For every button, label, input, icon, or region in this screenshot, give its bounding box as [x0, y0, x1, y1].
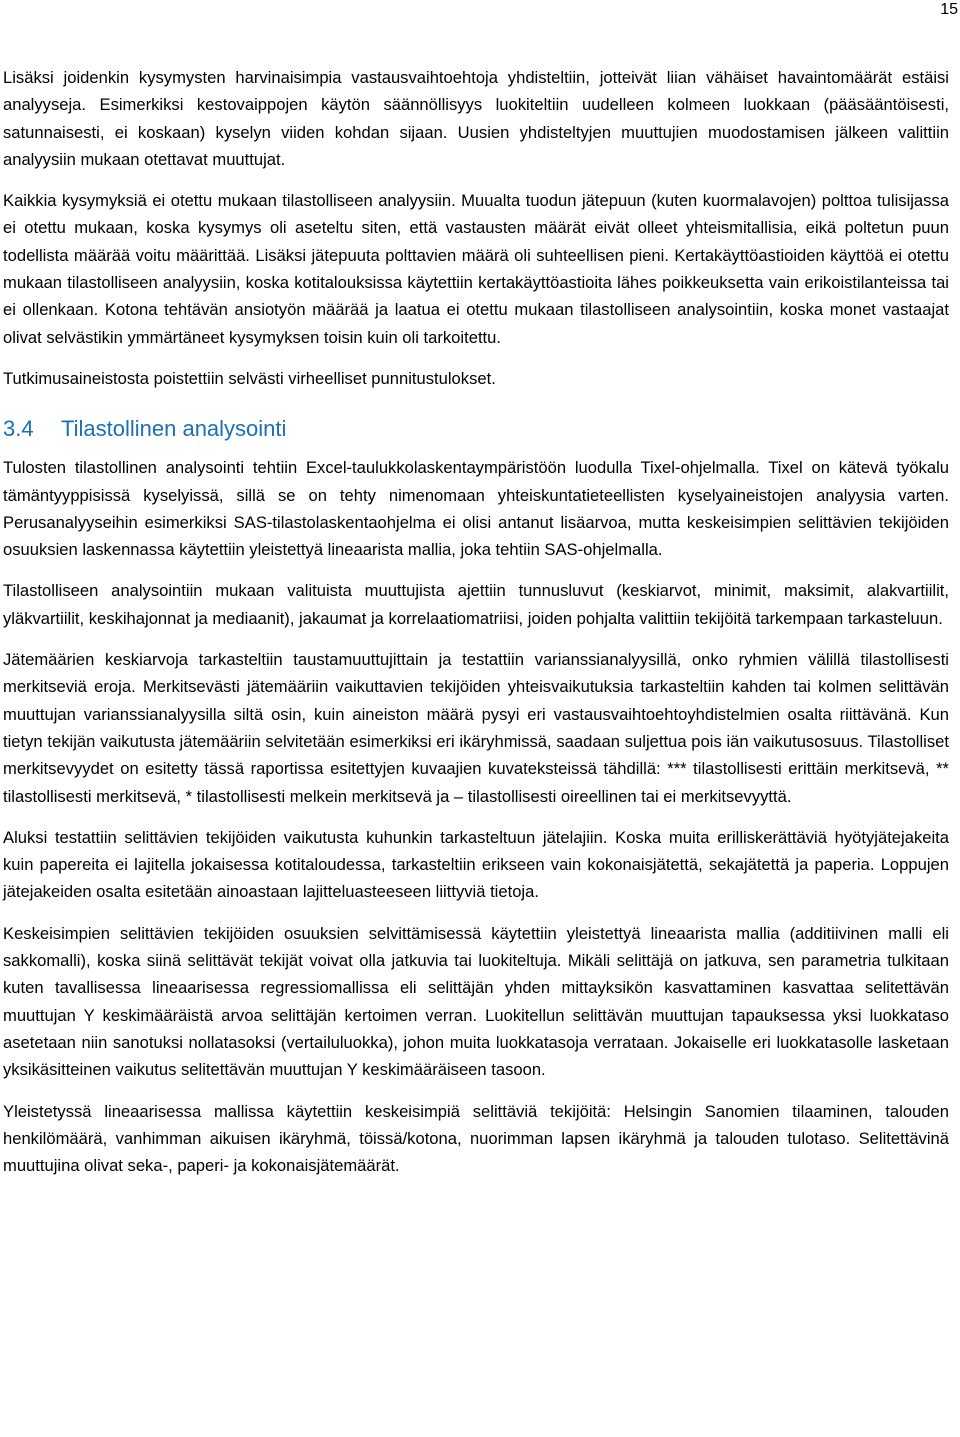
- paragraph: Aluksi testattiin selittävien tekijöiden vaikutusta kuhunkin tarkasteltuun jätelajiin. Koska muita erilliskerättäviä hyötyjätejakeita kuin papereita ei lajitella jokaisessa kotitaloudessa, tarkasteltiin erikseen vain kokonaisjätettä, sekajätettä ja paperia. Loppujen jätejakeiden osalta esitetään ainoastaan lajitteluasteeseen liittyviä tietoja.: [3, 827, 949, 902]
- paragraph: Lisäksi joidenkin kysymysten harvinaisimpia vastausvaihtoehtoja yhdisteltiin, jotteivät liian vähäiset havaintomäärät estäisi analyyseja. Esimerkiksi kestovaippojen käytön säännöllisyys luokiteltiin uudelleen kolmeen luokkaan (pääsääntöisesti, satunnaisesti, ei koskaan) kyselyn viiden kohdan sijaan. Uusien yhdisteltyjen muuttujien muodostamisen jälkeen valittiin analyysiin mukaan otettavat muuttujat.: [3, 68, 949, 169]
- section-title: Tilastollinen analysointi: [61, 416, 287, 442]
- paragraph: Jätemäärien keskiarvoja tarkasteltiin taustamuuttujittain ja testattiin varianssianalyysillä, onko ryhmien välillä tilastollisesti merkitseviä eroja. Merkitsevästi jätemääriin vaikuttavien tekijöiden yhteisvaikutuksia tarkasteltiin kahden tai kolmen selittävän muuttujan varianssianalyysilla siltä osin, kuin aineiston määrä pysyi eri vastausvaihtoehtoyhdistelmien osalta riittävänä. Kun tietyn tekijän vaikutusta jätemääriin selvitetään esimerkiksi eri ikäryhmissä, saadaan suljettua pois iän vaikutusosuus. Tilastolliset merkitsevyydet on esitetty tässä raportissa esitettyjen kuvaajien kuvateksteissä tähdillä: *** tilastollisesti erittäin merkitsevä, ** tilastollisesti merkitsevä, * tilastollisesti melkein merkitsevä ja – tilastollisesti oireellinen tai ei merkitsevyyttä.: [3, 650, 949, 806]
- document-body: [3, 64, 949, 1193]
- paragraph: Tutkimusaineistosta poistettiin selvästi virheelliset punnitustulokset.: [3, 368, 496, 388]
- paragraph: Kaikkia kysymyksiä ei otettu mukaan tilastolliseen analyysiin. Muualta tuodun jätepuun (kuten kuormalavojen) polttoa tulisijassa ei otettu mukaan, koska kysymys oli aseteltu siten, että vastausten määrät eivät olleet yhteismitallisia, eikä poltetun puun todellista määrää voitu määrittää. Lisäksi jätepuuta polttavien määrä oli suhteellisen pieni. Kertakäyttöastioiden käyttöä ei otettu mukaan tilastolliseen analyysiin, koska kotitalouksissa käytettiin kertakäyttöastioita lähes poikkeuksetta vain erikoistilanteissa tai ei ollenkaan. Kotona tehtävän ansiotyön määrää ja laatua ei otettu mukaan tilastolliseen analysointiin, koska monet vastaajat olivat selvästikin ymmärtäneet kysymyksen toisin kuin oli tarkoitettu.: [3, 191, 949, 347]
- paragraph: Keskeisimpien selittävien tekijöiden osuuksien selvittämisessä käytettiin yleistettyä lineaarista mallia (additiivinen malli eli sakkomalli), koska siinä selittävät tekijät voivat olla jatkuvia tai luokiteltuja. Mikäli selittäjä on jatkuva, sen parametria tulkitaan kuten tavallisessa lineaarisessa regressiomallissa eli selittäjän yhden mittayksikön kasvattaminen kasvattaa selitettävän muuttujan Y keskimääräistä arvoa selittäjän kertoimen verran. Luokitellun selittävän muuttujan tapauksessa yksi luokkataso asetetaan niin sanotuksi nollatasoksi (vertailuluokka), johon muita luokkatasoja verrataan. Jokaiselle eri luokkatasolle lasketaan yksikäsitteinen vaikutus selitettävän muuttujan Y keskimääräiseen tasoon.: [3, 923, 949, 1080]
- paragraph: Tulosten tilastollinen analysointi tehtiin Excel-taulukkolaskentaympäristöön luodulla Tixel-ohjelmalla. Tixel on kätevä työkalu tämäntyyppisissä kyselyissä, sillä se on tehty nimenomaan yhteiskuntatieteellisten kyselyaineistojen analyysia varten. Perusanalyyseihin esimerkiksi SAS-tilastolaskentaohjelma ei olisi antanut lisäarvoa, mutta keskeisimpien selittävien tekijöiden osuuksien laskennassa käytettiin yleistettyä lineaarista mallia, joka tehtiin SAS-ohjelmalla.: [3, 458, 949, 560]
- section-heading: [3, 414, 949, 444]
- section-number: 3.4: [3, 416, 34, 442]
- paragraph: Yleistetyssä lineaarisessa mallissa käytettiin keskeisimpiä selittäviä tekijöitä: Helsingin Sanomien tilaaminen, talouden henkilömäärä, vanhimman aikuisen ikäryhmä, töissä/kotona, nuorimman lapsen ikäryhmä ja talouden tulotaso. Selitettävinä muuttujina olivat seka-, paperi- ja kokonaisjätemäärät.: [3, 1101, 949, 1176]
- paragraph: Tilastolliseen analysointiin mukaan valituista muuttujista ajettiin tunnusluvut (keskiarvot, minimit, maksimit, alakvartiilit, yläkvartiilit, keskihajonnat ja mediaanit), jakaumat ja korrelaatiomatriisi, joiden pohjalta valittiin tekijöitä tarkempaan tarkasteluun.: [3, 581, 949, 628]
- page-number: 15: [940, 1, 958, 18]
